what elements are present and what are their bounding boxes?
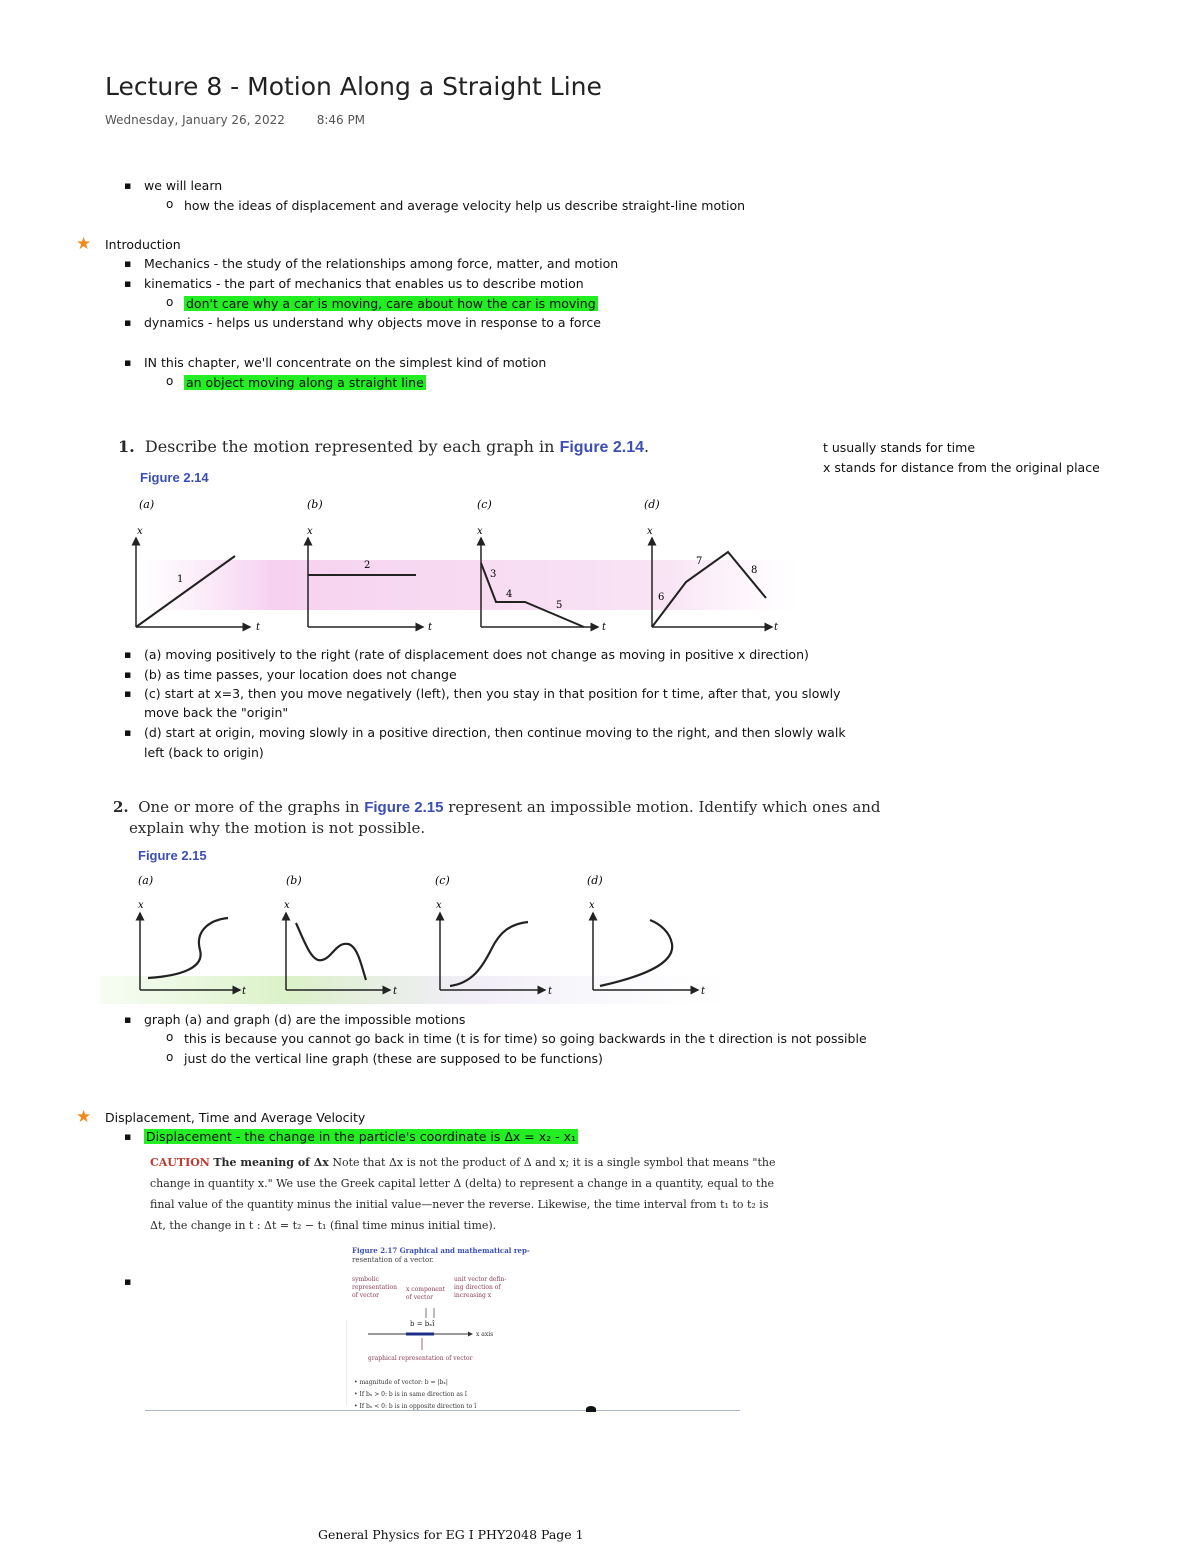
caution-text: Note that Δx is not the product of Δ and x; it is a single symbol that means "the bbox=[328, 1156, 776, 1169]
vector-equation: b = bₓî bbox=[410, 1320, 435, 1328]
axis-label-x: x bbox=[477, 526, 483, 537]
segment-label: 2 bbox=[364, 560, 371, 571]
axis-label-t: t bbox=[548, 986, 553, 997]
axis-label-t: t bbox=[774, 622, 779, 633]
highlight: don't care why a car is moving, care about how the car is moving bbox=[186, 296, 596, 311]
label-unit-vector bbox=[454, 1276, 506, 1300]
panel-label: (c) bbox=[477, 498, 492, 511]
question-2-text-cont: represent an impossible motion. Identify which ones and bbox=[443, 798, 881, 816]
answer-1d-cont: left (back to origin) bbox=[144, 745, 264, 760]
label-unit-2: ing direction of bbox=[454, 1284, 501, 1291]
segment-label: 1 bbox=[177, 574, 184, 585]
heading-displacement: Displacement, Time and Average Velocity bbox=[105, 1110, 366, 1125]
caution-line-4: Δt, the change in t : Δt = t₂ − t₁ (final time minus initial time). bbox=[150, 1219, 497, 1232]
answer-2-sub2: o just do the vertical line graph (these are supposed to be functions) bbox=[184, 1050, 603, 1067]
label-unit-3: increasing x bbox=[454, 1292, 492, 1299]
segment-label: 8 bbox=[751, 565, 758, 576]
segment-label: 3 bbox=[490, 569, 497, 580]
axis-label-t: t bbox=[701, 986, 706, 997]
page-title: Lecture 8 - Motion Along a Straight Line bbox=[105, 72, 602, 101]
bullet-learn-sub: o how the ideas of displacement and average velocity help us describe straight-line motion bbox=[184, 197, 745, 214]
caution-line-1 bbox=[150, 1152, 776, 1173]
vector-bullet-1: • magnitude of vector: b = |bₓ| bbox=[354, 1379, 448, 1386]
axis-label-t: t bbox=[256, 622, 261, 633]
page-date: Wednesday, January 26, 2022 bbox=[105, 113, 285, 127]
panel-label: (b) bbox=[286, 874, 302, 887]
answer-1d: ▪ (d) start at origin, moving slowly in a positive direction, then continue moving to the right, and then slowly walk bbox=[144, 724, 846, 741]
bullet-kinematics: ▪ kinematics - the part of mechanics that enables us to describe motion bbox=[144, 275, 584, 292]
caution-box bbox=[150, 1152, 776, 1236]
question-2-text-line2: explain why the motion is not possible. bbox=[129, 819, 426, 837]
axis-label-t: t bbox=[242, 986, 247, 997]
caution-title: The meaning of Δx bbox=[213, 1156, 329, 1169]
bullet-kinematics-sub bbox=[184, 295, 598, 312]
question-1-period: . bbox=[644, 437, 650, 456]
vector-diagram bbox=[346, 1300, 526, 1410]
label-component-2: of vector bbox=[406, 1294, 433, 1301]
axis-label-x: x bbox=[137, 526, 143, 537]
bullet-chapter: ▪ IN this chapter, we'll concentrate on the simplest kind of motion bbox=[144, 354, 546, 371]
axis-label-t: t bbox=[428, 622, 433, 633]
answer-1b: ▪ (b) as time passes, your location does not change bbox=[144, 666, 457, 683]
page-footer: General Physics for EG I PHY2048 Page 1 bbox=[318, 1527, 584, 1542]
question-2-fig-ref: Figure 2.15 bbox=[364, 799, 444, 816]
panel-label: (d) bbox=[587, 874, 603, 887]
label-symbolic-1: symbolic bbox=[352, 1276, 379, 1283]
answer-1c-cont: move back the "origin" bbox=[144, 705, 289, 720]
caution-label: CAUTION bbox=[150, 1156, 210, 1169]
answer-1a: ▪ (a) moving positively to the right (rate of displacement does not change as moving in positive x direction) bbox=[144, 646, 809, 663]
star-icon: ★ bbox=[76, 234, 92, 254]
divider bbox=[145, 1410, 740, 1411]
axis-label-t: t bbox=[393, 986, 398, 997]
panel-label: (b) bbox=[307, 498, 323, 511]
question-1-fig-ref: Figure 2.14 bbox=[559, 439, 645, 456]
axis-label-x: x bbox=[436, 900, 442, 911]
page-tint bbox=[140, 560, 800, 610]
label-symbolic bbox=[352, 1276, 397, 1300]
segment-label: 6 bbox=[658, 592, 665, 603]
axis-label-x: x bbox=[138, 900, 144, 911]
bullet-displacement-definition bbox=[144, 1128, 578, 1145]
question-2-text: One or more of the graphs in bbox=[138, 798, 365, 816]
panel-label: (c) bbox=[435, 874, 450, 887]
segment-label: 5 bbox=[556, 600, 563, 611]
axis-label-t: t bbox=[602, 622, 607, 633]
answer-1c: ▪ (c) start at x=3, then you move negatively (left), then you stay in that position for t time, after that, you slowly bbox=[144, 685, 840, 702]
panel-label: (a) bbox=[138, 874, 154, 887]
question-1-text: Describe the motion represented by each graph in bbox=[144, 437, 560, 456]
question-1-number: 1. bbox=[118, 437, 135, 456]
figure-2-14-label: Figure 2.14 bbox=[140, 470, 209, 485]
x-axis-label: x axis bbox=[476, 1331, 494, 1338]
segment-label: 7 bbox=[696, 556, 703, 567]
figure-2-14 bbox=[120, 490, 800, 640]
label-symbolic-3: of vector bbox=[352, 1292, 379, 1299]
axis-label-x: x bbox=[647, 526, 653, 537]
page-timestamp bbox=[105, 113, 393, 127]
bullet-dynamics: ▪ dynamics - helps us understand why objects move in response to a force bbox=[144, 314, 601, 331]
page-time: 8:46 PM bbox=[316, 113, 366, 127]
graphical-label: graphical representation of vector bbox=[368, 1355, 473, 1362]
label-symbolic-2: representation bbox=[352, 1284, 397, 1291]
answer-2: ▪ graph (a) and graph (d) are the impossible motions bbox=[144, 1011, 465, 1028]
panel-label: (d) bbox=[644, 498, 660, 511]
figure-2-17-title-line1: Figure 2.17 Graphical and mathematical rep- bbox=[352, 1246, 530, 1255]
axis-label-x: x bbox=[307, 526, 313, 537]
axis-label-x: x bbox=[284, 900, 290, 911]
bullet-we-will-learn: ▪ we will learn bbox=[144, 177, 222, 194]
label-unit-1: unit vector defin- bbox=[454, 1276, 507, 1283]
scroll-marker bbox=[586, 1406, 596, 1412]
label-component-1: x component bbox=[406, 1286, 446, 1293]
figure-2-15-label: Figure 2.15 bbox=[138, 848, 207, 863]
vector-bullet-3: • If bₓ < 0: b is in opposite direction to î bbox=[354, 1403, 477, 1410]
vector-bullet-2: • If bₓ > 0: b is in same direction as î bbox=[354, 1391, 467, 1398]
highlight: an object moving along a straight line bbox=[186, 375, 424, 390]
question-1 bbox=[118, 437, 649, 457]
side-note-t: t usually stands for time bbox=[823, 440, 976, 455]
figure-2-17-title bbox=[352, 1246, 530, 1256]
answer-2-sub1: o this is because you cannot go back in time (t is for time) so going backwards in the t direction is not possible bbox=[184, 1030, 867, 1047]
axis-label-x: x bbox=[589, 900, 595, 911]
figure-2-17-title-line2: resentation of a vector. bbox=[352, 1256, 434, 1264]
star-icon: ★ bbox=[76, 1107, 92, 1127]
caution-line-2: change in quantity x." We use the Greek capital letter Δ (delta) to represent a change in a quantity, equal to the bbox=[150, 1177, 775, 1190]
question-2-number: 2. bbox=[113, 798, 129, 816]
panel-label: (a) bbox=[139, 498, 155, 511]
segment-label: 4 bbox=[506, 589, 513, 600]
bullet-mechanics: ▪ Mechanics - the study of the relationships among force, matter, and motion bbox=[144, 255, 618, 272]
figure-2-15 bbox=[100, 868, 730, 1008]
caution-line-3: final value of the quantity minus the initial value—never the reverse. Likewise, the time interval from t₁ to t₂ is bbox=[150, 1198, 769, 1211]
side-note-x: x stands for distance from the original place bbox=[823, 460, 1100, 475]
figure-2-17 bbox=[352, 1246, 530, 1265]
highlight: Displacement - the change in the particle's coordinate is Δx = x₂ - x₁ bbox=[146, 1129, 577, 1144]
question-2 bbox=[113, 797, 881, 838]
heading-introduction: Introduction bbox=[105, 237, 181, 252]
bullet-chapter-sub bbox=[184, 374, 426, 391]
